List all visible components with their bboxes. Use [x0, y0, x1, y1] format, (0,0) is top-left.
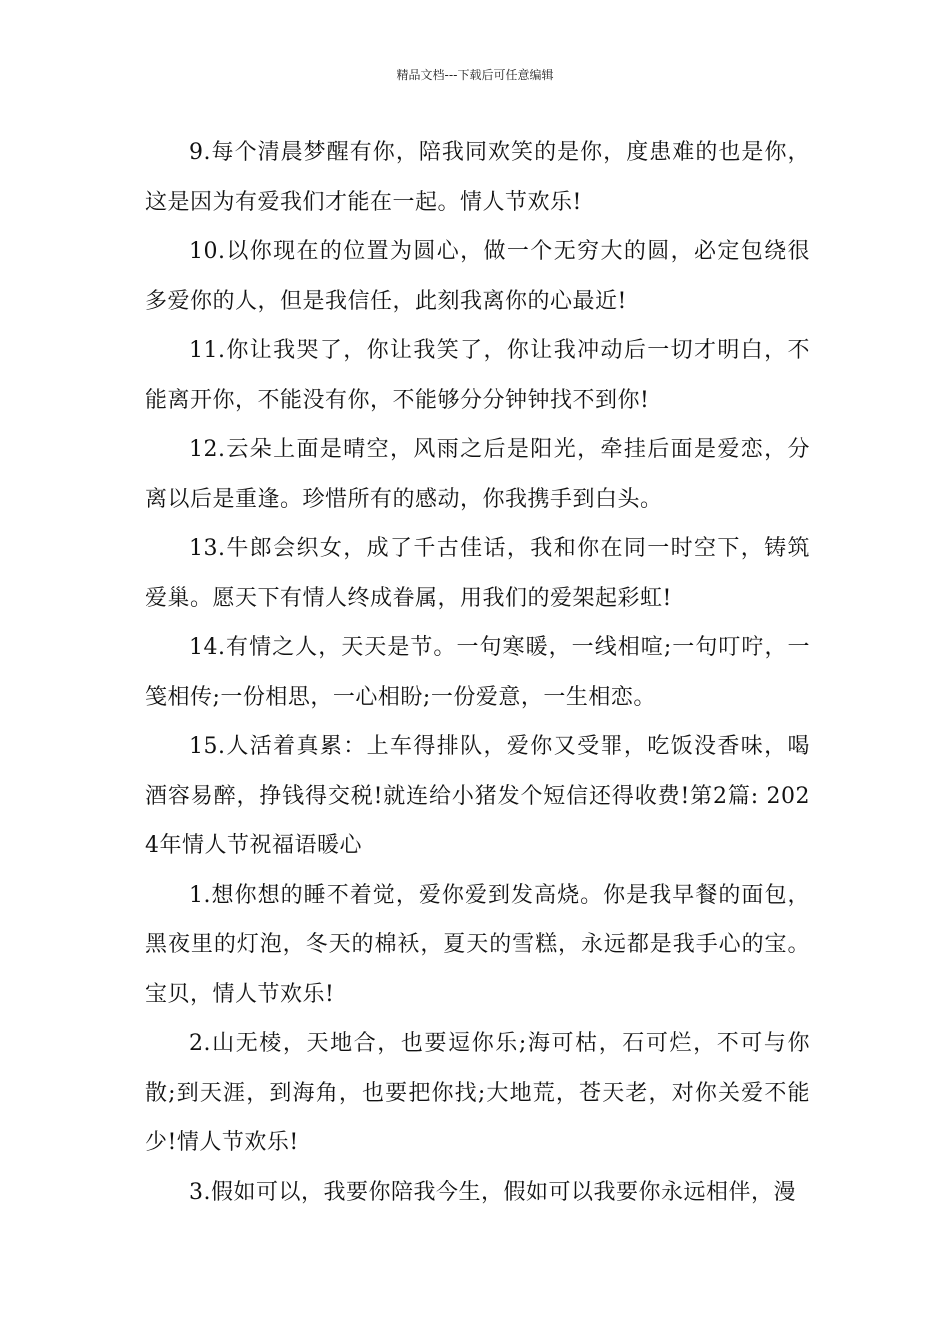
paragraph-13: 13.牛郎会织女，成了千古佳话，我和你在同一时空下，铸筑爱巢。愿天下有情人终成眷属，用我们的爱架起彩虹! — [145, 536, 810, 611]
paragraph-10: 10.以你现在的位置为圆心，做一个无穷大的圆，必定包绕很多爱你的人，但是我信任，此刻我离你的心最近! — [145, 239, 810, 314]
paragraph-part2-2: 2.山无棱，天地合，也要逗你乐;海可枯，石可烂，不可与你散;到天涯，到海角，也要把你找;大地荒，苍天老，对你关爱不能少!情人节欢乐! — [145, 1031, 810, 1155]
paragraph-12: 12.云朵上面是晴空，风雨之后是阳光，牵挂后面是爱恋，分离以后是重逢。珍惜所有的感动，你我携手到白头。 — [145, 437, 810, 512]
document-body — [145, 128, 810, 1217]
paragraph-11: 11.你让我哭了，你让我笑了，你让我冲动后一切才明白，不能离开你，不能没有你，不能够分分钟钟找不到你! — [145, 338, 810, 413]
paragraph-9: 9.每个清晨梦醒有你，陪我同欢笑的是你，度患难的也是你，这是因为有爱我们才能在一起。情人节欢乐! — [145, 140, 810, 215]
paragraph-14: 14.有情之人，天天是节。一句寒暖，一线相喧;一句叮咛，一笺相传;一份相思，一心相盼;一份爱意，一生相恋。 — [145, 635, 810, 710]
paragraph-part2-1: 1.想你想的睡不着觉，爱你爱到发高烧。你是我早餐的面包，黑夜里的灯泡，冬天的棉袄，夏天的雪糕，永远都是我手心的宝。宝贝，情人节欢乐! — [145, 882, 810, 1007]
page-header: 精品文档---下载后可任意编辑 — [396, 68, 554, 82]
paragraph-15: 15.人活着真累：上车得排队，爱你又受罪，吃饭没香味，喝酒容易醉，挣钱得交税!就连给小猪发个短信还得收费!第2篇: 2024年情人节祝福语暖心 — [145, 734, 810, 858]
paragraph-part2-3: 3.假如可以，我要你陪我今生，假如可以我要你永远相伴，漫 — [189, 1179, 796, 1205]
